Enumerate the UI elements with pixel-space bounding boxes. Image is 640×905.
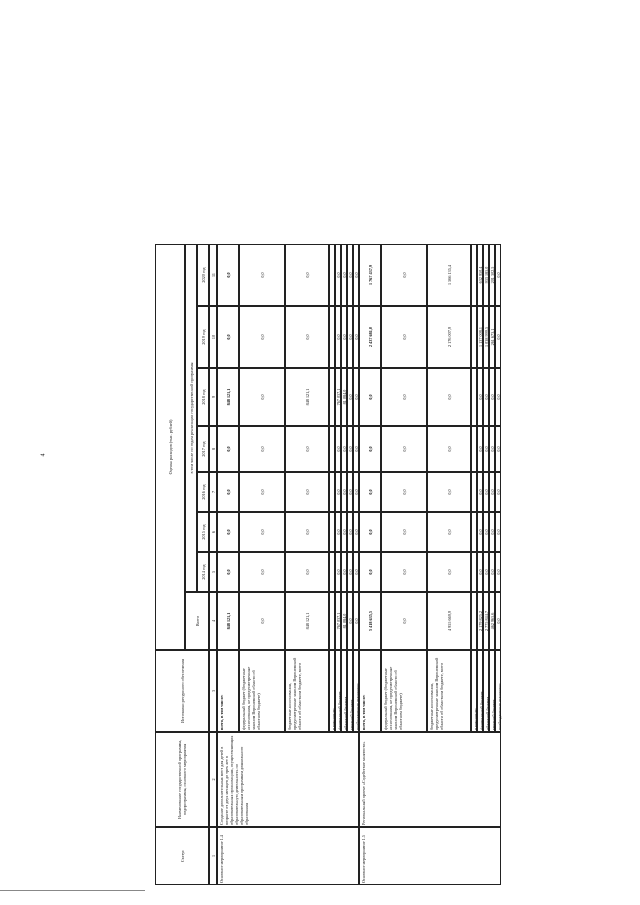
value-cell: 0,0: [285, 244, 329, 306]
header-col-number: 9: [209, 368, 217, 426]
page-number: 4: [40, 453, 47, 457]
header-col-number: 5: [209, 552, 217, 592]
header-col-number: 6: [209, 512, 217, 552]
value-cell: 0,0: [341, 552, 347, 592]
value-cell: 1 137 008,1: [477, 306, 483, 368]
value-cell: 0,0: [217, 244, 239, 306]
value-cell: 0,0: [427, 472, 471, 512]
header-name: Наименование государственной программы, подпрограммы, основного мероприятия: [155, 732, 209, 827]
header-status: Статус: [155, 827, 209, 885]
header-source: Источники ресурсного обеспечения: [155, 650, 209, 732]
value-cell: 0,0: [347, 592, 353, 650]
header-year: 2016 год: [197, 472, 209, 512]
value-cell: 0,0: [239, 368, 285, 426]
value-cell: 0,0: [341, 512, 347, 552]
value-cell: 81 084,0: [341, 368, 347, 426]
value-cell: 2 176 007,9: [427, 306, 471, 368]
header-col-number: 8: [209, 426, 217, 472]
value-cell: 0,0: [489, 368, 495, 426]
value-cell: 0,0: [341, 306, 347, 368]
value-cell: 0,0: [359, 512, 381, 552]
source-cell: федеральный бюджет (бюджетные ассигнования, не предусмотренные законом Воронежской области об областном бюджете): [381, 650, 427, 732]
source-cell: внебюджетные источники: [353, 650, 359, 732]
value-cell: 0,0: [381, 426, 427, 472]
header-col-number: 7: [209, 472, 217, 512]
value-cell: 0,0: [359, 472, 381, 512]
name-cell: Создание дополнительных мест для детей в возрасте от двух месяцев до трех лет в образовательных организациях, осуществляющих образовательную деятельность по образовательным программам дошкольного образования: [217, 732, 359, 827]
value-cell: 2 179 825,2: [477, 592, 483, 650]
value-cell: 0,0: [495, 426, 501, 472]
value-cell: 0,0: [427, 426, 471, 472]
value-cell: 0,0: [477, 512, 483, 552]
value-cell: 0,0: [353, 472, 359, 512]
value-cell: 0,0: [477, 368, 483, 426]
source-cell: в том числе:: [329, 650, 335, 732]
header-year: 2019 год: [197, 306, 209, 368]
source-cell: областной бюджет: [341, 650, 347, 732]
value-cell: 0,0: [353, 592, 359, 650]
value-cell: 0,0: [335, 306, 341, 368]
value-cell: 0,0: [483, 472, 489, 512]
value-cell: 201 302,5: [489, 244, 495, 306]
value-cell: 0,0: [489, 426, 495, 472]
value-cell: 848 121,1: [285, 368, 329, 426]
value-cell: 0,0: [285, 306, 329, 368]
value-cell: 0,0: [359, 426, 381, 472]
value-cell: 0,0: [341, 472, 347, 512]
value-cell: 0,0: [347, 244, 353, 306]
value-cell: 0,0: [483, 426, 489, 472]
source-cell: бюджетные ассигнования, предусмотренные законом Воронежской области об областном бюджете, всего: [427, 650, 471, 732]
source-cell: внебюджетные источники: [495, 650, 501, 732]
value-cell: 261 673,1: [489, 306, 495, 368]
value-cell: 0,0: [381, 244, 427, 306]
value-cell: 0,0: [217, 426, 239, 472]
value-cell: 0,0: [381, 592, 427, 650]
value-cell: 632 950,4: [477, 244, 483, 306]
value-cell: 0,0: [427, 552, 471, 592]
header-col-number: 3: [209, 650, 217, 732]
value-cell: 848 121,1: [217, 592, 239, 650]
value-cell: 0,0: [483, 552, 489, 592]
value-cell: 0,0: [347, 472, 353, 512]
value-cell: 81 084,0: [341, 592, 347, 650]
source-cell: всего, в том числе:: [217, 650, 239, 732]
value-cell: 0,0: [239, 512, 285, 552]
value-cell: 0,0: [217, 306, 239, 368]
value-cell: 0,0: [495, 306, 501, 368]
value-cell: 0,0: [353, 552, 359, 592]
value-cell: 0,0: [489, 552, 495, 592]
source-cell: местный бюджет: [489, 650, 495, 732]
header-col-number: 1: [209, 827, 217, 885]
source-cell: областной бюджет: [483, 650, 489, 732]
header-col-number: 10: [209, 306, 217, 368]
value-cell: 0,0: [489, 512, 495, 552]
value-cell: 1 566 135,4: [427, 244, 471, 306]
value-cell: 0,0: [353, 512, 359, 552]
header-total: Всего: [185, 592, 209, 650]
source-cell: федеральный бюджет (бюджетные ассигнования, не предусмотренные законом Воронежской области об областном бюджете): [239, 650, 285, 732]
value-cell: 0,0: [347, 512, 353, 552]
header-col-number: 11: [209, 244, 217, 306]
value-cell: 462 965,6: [489, 592, 495, 650]
value-cell: 1 767 437,9: [359, 244, 381, 306]
value-cell: 0,0: [381, 306, 427, 368]
header-year: 2018 год: [197, 368, 209, 426]
value-cell: 0,0: [381, 512, 427, 552]
value-cell: 0,0: [239, 552, 285, 592]
header-by-years: в том числе по годам реализации государственной программы: [185, 244, 197, 592]
budget-table: [155, 35, 635, 885]
value-cell: 0,0: [427, 512, 471, 552]
status-cell: Основное мероприятие 1.5: [359, 827, 501, 885]
source-cell: местный бюджет: [347, 650, 353, 732]
value-cell: 4 955 669,9: [427, 592, 471, 650]
value-cell: 0,0: [285, 472, 329, 512]
value-cell: 0,0: [335, 512, 341, 552]
value-cell: 0,0: [359, 552, 381, 592]
header-col-number: 4: [209, 592, 217, 650]
status-cell: Основное мероприятие 1.4: [217, 827, 359, 885]
value-cell: 0,0: [335, 552, 341, 592]
source-cell: всего, в том числе:: [359, 650, 381, 732]
header-year: 2015 год: [197, 512, 209, 552]
value-cell: 0,0: [239, 244, 285, 306]
value-cell: 0,0: [353, 426, 359, 472]
header-year: 2020 год: [197, 244, 209, 306]
value-cell: 0,0: [489, 472, 495, 512]
value-cell: 0,0: [239, 426, 285, 472]
value-cell: 0,0: [381, 552, 427, 592]
value-cell: 848 121,1: [217, 368, 239, 426]
header-col-number: 2: [209, 732, 217, 827]
value-cell: 5 418 635,5: [359, 592, 381, 650]
value-cell: 0,0: [217, 472, 239, 512]
value-cell: 0,0: [335, 472, 341, 512]
value-cell: 0,0: [217, 512, 239, 552]
value-cell: 1 038 999,5: [483, 306, 489, 368]
value-cell: 0,0: [335, 426, 341, 472]
value-cell: 0,0: [353, 368, 359, 426]
value-cell: 0,0: [495, 592, 501, 650]
value-cell: 0,0: [477, 552, 483, 592]
value-cell: 0,0: [483, 512, 489, 552]
header-year: 2014 год: [197, 552, 209, 592]
value-cell: 2 437 681,0: [359, 306, 381, 368]
source-cell: федеральный бюджет: [477, 650, 483, 732]
name-cell: Региональный проект «Содействие занятости»: [359, 732, 501, 827]
header-cost: Оценка расходов (тыс. рублей): [155, 244, 185, 650]
footer-rule: [0, 890, 145, 891]
value-cell: 0,0: [347, 426, 353, 472]
value-cell: 0,0: [341, 244, 347, 306]
value-cell: 2 775 844,7: [483, 592, 489, 650]
value-cell: 0,0: [285, 512, 329, 552]
value-cell: 0,0: [381, 368, 427, 426]
value-cell: 0,0: [483, 368, 489, 426]
value-cell: 0,0: [347, 306, 353, 368]
value-cell: 0,0: [335, 244, 341, 306]
value-cell: 0,0: [353, 306, 359, 368]
value-cell: 848 121,1: [285, 592, 329, 650]
value-cell: 0,0: [495, 244, 501, 306]
value-cell: 0,0: [285, 426, 329, 472]
source-cell: бюджетные ассигнования, предусмотренные законом Воронежской области об областном бюджете, всего: [285, 650, 329, 732]
value-cell: 0,0: [347, 552, 353, 592]
value-cell: 0,0: [359, 368, 381, 426]
value-cell: 0,0: [217, 552, 239, 592]
source-cell: в том числе:: [471, 650, 477, 732]
value-cell: 0,0: [239, 306, 285, 368]
value-cell: 767 037,1: [335, 368, 341, 426]
value-cell: 0,0: [239, 472, 285, 512]
value-cell: 0,0: [381, 472, 427, 512]
value-cell: 767 037,1: [335, 592, 341, 650]
value-cell: 0,0: [353, 244, 359, 306]
header-year: 2017 год: [197, 426, 209, 472]
value-cell: 0,0: [495, 368, 501, 426]
value-cell: 0,0: [239, 592, 285, 650]
value-cell: 0,0: [347, 368, 353, 426]
value-cell: 0,0: [477, 426, 483, 472]
value-cell: 933 185,0: [483, 244, 489, 306]
value-cell: 0,0: [495, 552, 501, 592]
source-cell: федеральный бюджет: [335, 650, 341, 732]
value-cell: 0,0: [427, 368, 471, 426]
value-cell: 0,0: [285, 552, 329, 592]
value-cell: 0,0: [495, 512, 501, 552]
value-cell: 0,0: [495, 472, 501, 512]
value-cell: 0,0: [341, 426, 347, 472]
value-cell: 0,0: [477, 472, 483, 512]
